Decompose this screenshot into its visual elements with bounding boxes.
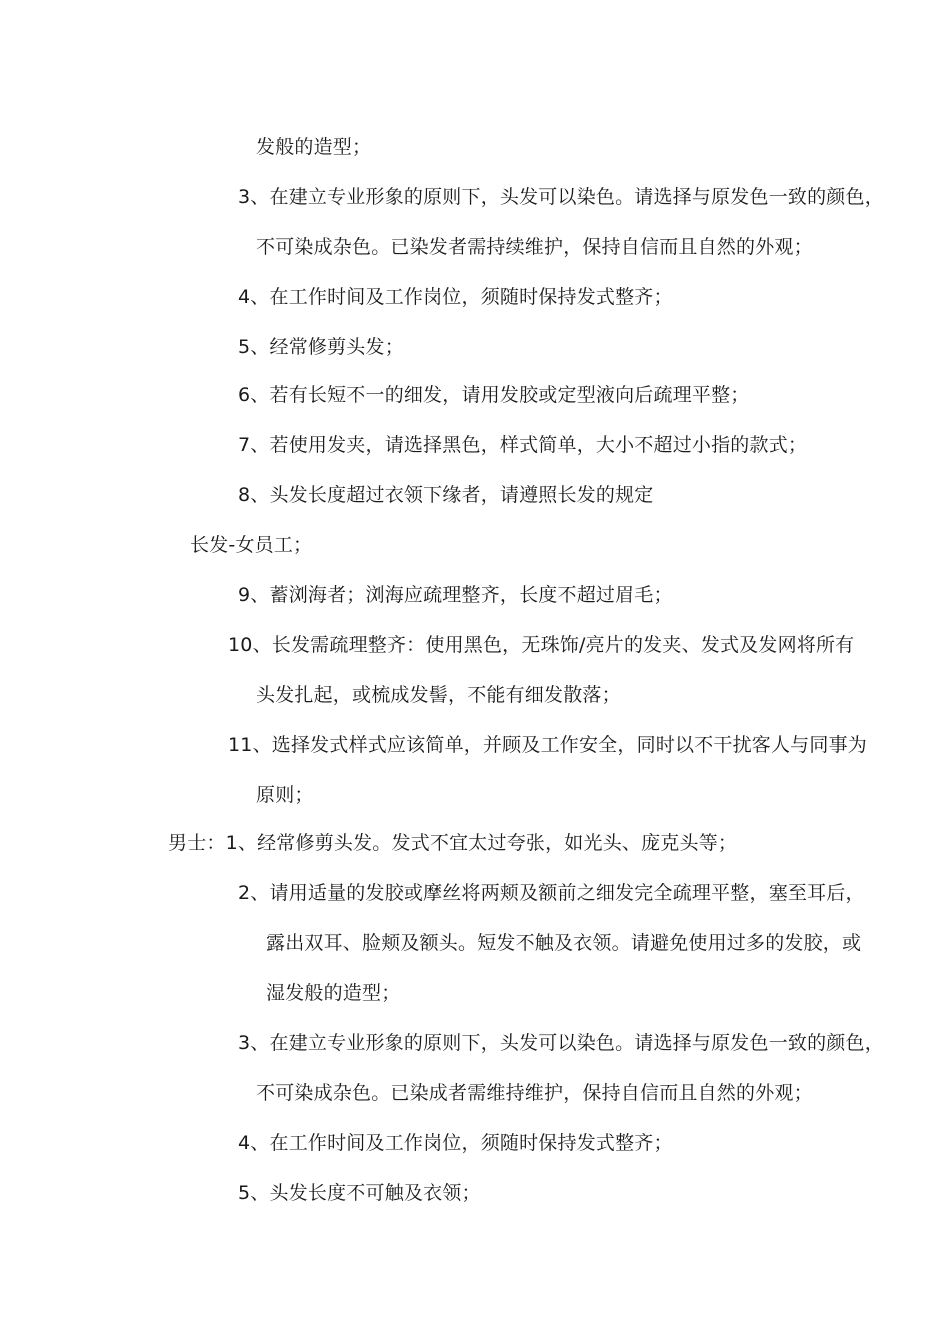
text-line: 头发扎起，或梳成发髻，不能有细发散落；: [256, 684, 621, 706]
text-line: 5、经常修剪头发；: [238, 336, 404, 358]
text-line: 6、若有长短不一的细发，请用发胶或定型液向后疏理平整；: [238, 384, 750, 406]
text-line: 露出双耳、脸颊及额头。短发不触及衣领。请避免使用过多的发胶，或: [266, 932, 862, 954]
text-line: 不可染成杂色。已染成者需维持维护，保持自信而且自然的外观；: [256, 1082, 813, 1104]
text-line: 2、请用适量的发胶或摩丝将两颊及额前之细发完全疏理平整，塞至耳后，: [238, 882, 865, 904]
text-line: 10、长发需疏理整齐：使用黑色，无珠饰/亮片的发夹、发式及发网将所有: [228, 634, 855, 656]
text-line: 3、在建立专业形象的原则下，头发可以染色。请选择与原发色一致的颜色，: [238, 1032, 884, 1054]
text-line: 4、在工作时间及工作岗位，须随时保持发式整齐；: [238, 286, 673, 308]
text-line: 11、选择发式样式应该简单，并顾及工作安全，同时以不干扰客人与同事为: [228, 734, 867, 756]
text-line: 7、若使用发夹，请选择黑色，样式简单，大小不超过小指的款式；: [238, 434, 808, 456]
text-line: 发般的造型；: [256, 136, 372, 158]
text-line: 原则；: [256, 784, 314, 806]
text-line: 8、头发长度超过衣领下缘者，请遵照长发的规定: [238, 484, 654, 506]
text-line: 9、蓄浏海者；浏海应疏理整齐，长度不超过眉毛；: [238, 584, 673, 606]
text-line: 4、在工作时间及工作岗位，须随时保持发式整齐；: [238, 1132, 673, 1154]
text-line: 湿发般的造型；: [266, 982, 401, 1004]
text-line: 不可染成杂色。已染发者需持续维护，保持自信而且自然的外观；: [256, 236, 813, 258]
text-line: 5、头发长度不可触及衣领；: [238, 1182, 481, 1204]
section-heading: 男士：1、经常修剪头发。发式不宜太过夸张，如光头、庞克头等；: [168, 832, 738, 854]
text-line: 3、在建立专业形象的原则下，头发可以染色。请选择与原发色一致的颜色，: [238, 186, 884, 208]
section-heading: 长发-女员工；: [190, 534, 313, 556]
